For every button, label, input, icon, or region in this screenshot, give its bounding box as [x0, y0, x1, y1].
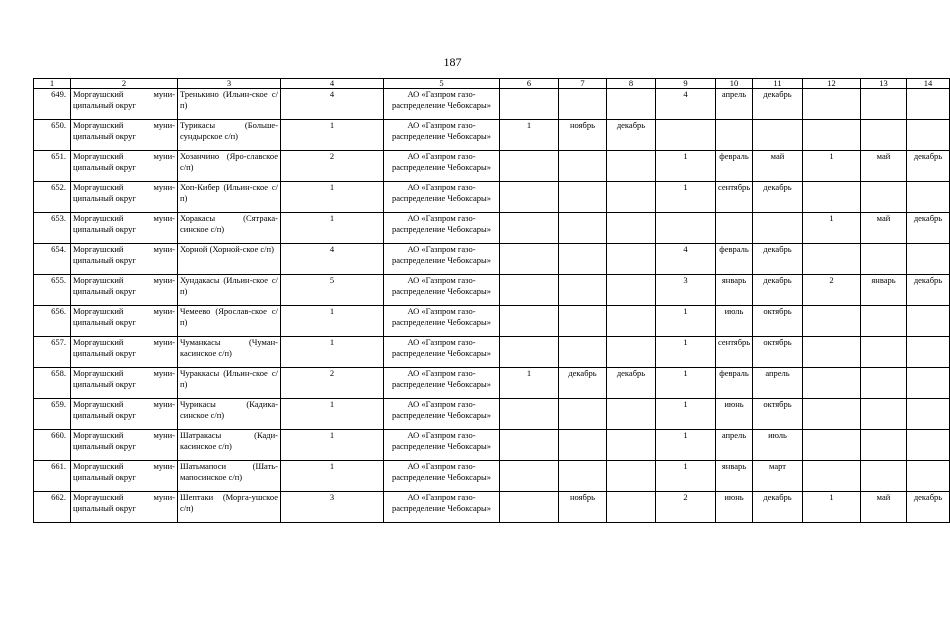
row-number: 662.	[34, 492, 71, 523]
col9-cell	[656, 213, 716, 244]
col10-cell: апрель	[716, 89, 753, 120]
district-cell: Моргаушский муни-ципальный округ	[71, 430, 178, 461]
organization-cell: АО «Газпром газо-распределение Чебоксары»	[384, 244, 500, 275]
col11-cell: май	[753, 151, 803, 182]
table-row	[34, 337, 950, 368]
settlement-cell: Шатракасы (Кади-касинское с/п)	[178, 430, 281, 461]
table-row	[34, 306, 950, 337]
col14-cell: декабрь	[907, 213, 950, 244]
col14-cell	[907, 120, 950, 151]
column-number-header: 3	[178, 79, 281, 89]
table-row	[34, 151, 950, 182]
households-count-cell: 1	[281, 182, 384, 213]
table-row	[34, 213, 950, 244]
row-number: 659.	[34, 399, 71, 430]
col12-cell	[803, 306, 861, 337]
col7-cell	[559, 461, 607, 492]
col13-cell	[861, 244, 907, 275]
table-row	[34, 244, 950, 275]
row-number: 657.	[34, 337, 71, 368]
col14-cell	[907, 399, 950, 430]
col13-cell	[861, 89, 907, 120]
col11-cell	[753, 120, 803, 151]
col9-cell: 1	[656, 182, 716, 213]
row-number: 655.	[34, 275, 71, 306]
column-number-header: 10	[716, 79, 753, 89]
col7-cell: декабрь	[559, 368, 607, 399]
col10-cell: июнь	[716, 492, 753, 523]
organization-cell: АО «Газпром газо-распределение Чебоксары»	[384, 151, 500, 182]
district-cell: Моргаушский муни-ципальный округ	[71, 399, 178, 430]
households-count-cell: 5	[281, 275, 384, 306]
col8-cell	[607, 337, 656, 368]
col8-cell: декабрь	[607, 368, 656, 399]
settlement-cell: Хорной (Хорной-ское с/п)	[178, 244, 281, 275]
organization-cell: АО «Газпром газо-распределение Чебоксары»	[384, 182, 500, 213]
settlement-cell: Шатьмапоси (Шать-мапосинское с/п)	[178, 461, 281, 492]
col6-cell: 1	[500, 120, 559, 151]
col9-cell: 1	[656, 461, 716, 492]
table-row	[34, 492, 950, 523]
table-row	[34, 430, 950, 461]
col13-cell: май	[861, 213, 907, 244]
col6-cell	[500, 213, 559, 244]
column-number-header: 7	[559, 79, 607, 89]
settlement-cell: Тренькино (Ильин-ское с/п)	[178, 89, 281, 120]
col12-cell	[803, 182, 861, 213]
col6-cell	[500, 461, 559, 492]
col11-cell	[753, 213, 803, 244]
col12-cell	[803, 337, 861, 368]
column-number-header: 12	[803, 79, 861, 89]
settlement-cell: Хозанчино (Яро-славское с/п)	[178, 151, 281, 182]
district-cell: Моргаушский муни-ципальный округ	[71, 461, 178, 492]
col14-cell	[907, 306, 950, 337]
col12-cell	[803, 120, 861, 151]
settlement-cell: Хоракасы (Сятрака-синское с/п)	[178, 213, 281, 244]
col12-cell: 1	[803, 492, 861, 523]
col10-cell: февраль	[716, 244, 753, 275]
col10-cell: июль	[716, 306, 753, 337]
col10-cell	[716, 120, 753, 151]
district-cell: Моргаушский муни-ципальный округ	[71, 213, 178, 244]
col14-cell	[907, 182, 950, 213]
col11-cell: декабрь	[753, 244, 803, 275]
col11-cell: июль	[753, 430, 803, 461]
organization-cell: АО «Газпром газо-распределение Чебоксары»	[384, 337, 500, 368]
households-count-cell: 1	[281, 306, 384, 337]
col8-cell	[607, 151, 656, 182]
table-row	[34, 120, 950, 151]
col14-cell	[907, 89, 950, 120]
col10-cell: сентябрь	[716, 337, 753, 368]
col14-cell: декабрь	[907, 151, 950, 182]
settlement-cell: Чемеево (Ярослав-ское с/п)	[178, 306, 281, 337]
col11-cell: октябрь	[753, 306, 803, 337]
col10-cell: январь	[716, 461, 753, 492]
col7-cell	[559, 399, 607, 430]
table-row	[34, 399, 950, 430]
col9-cell: 2	[656, 492, 716, 523]
district-cell: Моргаушский муни-ципальный округ	[71, 275, 178, 306]
col10-cell: сентябрь	[716, 182, 753, 213]
table-row	[34, 275, 950, 306]
column-number-header: 8	[607, 79, 656, 89]
organization-cell: АО «Газпром газо-распределение Чебоксары»	[384, 492, 500, 523]
col13-cell: май	[861, 492, 907, 523]
col11-cell: март	[753, 461, 803, 492]
col10-cell	[716, 213, 753, 244]
col8-cell: декабрь	[607, 120, 656, 151]
col7-cell	[559, 337, 607, 368]
col9-cell: 1	[656, 368, 716, 399]
col10-cell: июнь	[716, 399, 753, 430]
col7-cell	[559, 430, 607, 461]
households-count-cell: 3	[281, 492, 384, 523]
col9-cell: 1	[656, 399, 716, 430]
col8-cell	[607, 275, 656, 306]
column-number-header: 11	[753, 79, 803, 89]
col7-cell	[559, 275, 607, 306]
col13-cell	[861, 120, 907, 151]
col7-cell: ноябрь	[559, 120, 607, 151]
gasification-schedule-table	[33, 78, 950, 523]
organization-cell: АО «Газпром газо-распределение Чебоксары»	[384, 120, 500, 151]
col12-cell: 2	[803, 275, 861, 306]
column-number-header: 2	[71, 79, 178, 89]
col8-cell	[607, 461, 656, 492]
settlement-cell: Хоп-Кибер (Ильин-ское с/п)	[178, 182, 281, 213]
district-cell: Моргаушский муни-ципальный округ	[71, 120, 178, 151]
row-number: 661.	[34, 461, 71, 492]
organization-cell: АО «Газпром газо-распределение Чебоксары»	[384, 89, 500, 120]
col12-cell	[803, 430, 861, 461]
district-cell: Моргаушский муни-ципальный округ	[71, 492, 178, 523]
households-count-cell: 4	[281, 89, 384, 120]
row-number: 653.	[34, 213, 71, 244]
col13-cell	[861, 182, 907, 213]
col14-cell	[907, 368, 950, 399]
table-header-row	[34, 79, 950, 89]
row-number: 649.	[34, 89, 71, 120]
settlement-cell: Шептаки (Морга-ушское с/п)	[178, 492, 281, 523]
col7-cell	[559, 213, 607, 244]
page-number: 187	[443, 55, 462, 69]
col6-cell	[500, 151, 559, 182]
col14-cell	[907, 337, 950, 368]
column-number-header: 6	[500, 79, 559, 89]
district-cell: Моргаушский муни-ципальный округ	[71, 151, 178, 182]
col13-cell	[861, 306, 907, 337]
district-cell: Моргаушский муни-ципальный округ	[71, 337, 178, 368]
households-count-cell: 1	[281, 430, 384, 461]
households-count-cell: 1	[281, 120, 384, 151]
row-number: 658.	[34, 368, 71, 399]
col12-cell: 1	[803, 151, 861, 182]
col8-cell	[607, 89, 656, 120]
row-number: 656.	[34, 306, 71, 337]
organization-cell: АО «Газпром газо-распределение Чебоксары»	[384, 461, 500, 492]
col10-cell: январь	[716, 275, 753, 306]
households-count-cell: 2	[281, 368, 384, 399]
col10-cell: февраль	[716, 151, 753, 182]
households-count-cell: 2	[281, 151, 384, 182]
col11-cell: апрель	[753, 368, 803, 399]
col6-cell	[500, 182, 559, 213]
col11-cell: декабрь	[753, 492, 803, 523]
col11-cell: октябрь	[753, 399, 803, 430]
col7-cell	[559, 89, 607, 120]
organization-cell: АО «Газпром газо-распределение Чебоксары»	[384, 275, 500, 306]
district-cell: Моргаушский муни-ципальный округ	[71, 182, 178, 213]
district-cell: Моргаушский муни-ципальный округ	[71, 244, 178, 275]
settlement-cell: Хундакасы (Ильин-ское с/п)	[178, 275, 281, 306]
col13-cell: январь	[861, 275, 907, 306]
households-count-cell: 1	[281, 213, 384, 244]
col9-cell: 1	[656, 306, 716, 337]
col8-cell	[607, 182, 656, 213]
col10-cell: апрель	[716, 430, 753, 461]
organization-cell: АО «Газпром газо-распределение Чебоксары»	[384, 368, 500, 399]
table-row	[34, 461, 950, 492]
col7-cell	[559, 151, 607, 182]
row-number: 650.	[34, 120, 71, 151]
col12-cell	[803, 461, 861, 492]
col7-cell	[559, 182, 607, 213]
col10-cell: февраль	[716, 368, 753, 399]
households-count-cell: 1	[281, 337, 384, 368]
organization-cell: АО «Газпром газо-распределение Чебоксары»	[384, 430, 500, 461]
col6-cell	[500, 399, 559, 430]
district-cell: Моргаушский муни-ципальный округ	[71, 368, 178, 399]
row-number: 652.	[34, 182, 71, 213]
col12-cell	[803, 399, 861, 430]
col12-cell: 1	[803, 213, 861, 244]
col13-cell	[861, 368, 907, 399]
col6-cell	[500, 430, 559, 461]
settlement-cell: Чураккасы (Ильин-ское с/п)	[178, 368, 281, 399]
settlement-cell: Чурикасы (Кадика-синское с/п)	[178, 399, 281, 430]
col7-cell	[559, 306, 607, 337]
col13-cell	[861, 337, 907, 368]
col9-cell: 3	[656, 275, 716, 306]
col6-cell	[500, 492, 559, 523]
col12-cell	[803, 89, 861, 120]
households-count-cell: 4	[281, 244, 384, 275]
organization-cell: АО «Газпром газо-распределение Чебоксары»	[384, 399, 500, 430]
col12-cell	[803, 244, 861, 275]
table-row	[34, 89, 950, 120]
col13-cell: май	[861, 151, 907, 182]
col12-cell	[803, 368, 861, 399]
col6-cell	[500, 89, 559, 120]
column-number-header: 9	[656, 79, 716, 89]
row-number: 654.	[34, 244, 71, 275]
col14-cell: декабрь	[907, 275, 950, 306]
col11-cell: декабрь	[753, 275, 803, 306]
households-count-cell: 1	[281, 399, 384, 430]
organization-cell: АО «Газпром газо-распределение Чебоксары»	[384, 306, 500, 337]
col9-cell	[656, 120, 716, 151]
col14-cell	[907, 430, 950, 461]
table-row	[34, 368, 950, 399]
col9-cell: 4	[656, 244, 716, 275]
col8-cell	[607, 399, 656, 430]
column-number-header: 13	[861, 79, 907, 89]
col9-cell: 1	[656, 430, 716, 461]
district-cell: Моргаушский муни-ципальный округ	[71, 306, 178, 337]
col7-cell: ноябрь	[559, 492, 607, 523]
col11-cell: декабрь	[753, 89, 803, 120]
col11-cell: октябрь	[753, 337, 803, 368]
table-row	[34, 182, 950, 213]
col9-cell: 1	[656, 151, 716, 182]
col9-cell: 4	[656, 89, 716, 120]
col6-cell	[500, 337, 559, 368]
col8-cell	[607, 430, 656, 461]
col13-cell	[861, 461, 907, 492]
col6-cell	[500, 244, 559, 275]
column-number-header: 4	[281, 79, 384, 89]
row-number: 660.	[34, 430, 71, 461]
col13-cell	[861, 399, 907, 430]
col14-cell	[907, 461, 950, 492]
column-number-header: 14	[907, 79, 950, 89]
col8-cell	[607, 492, 656, 523]
district-cell: Моргаушский муни-ципальный округ	[71, 89, 178, 120]
col6-cell: 1	[500, 368, 559, 399]
col6-cell	[500, 306, 559, 337]
col6-cell	[500, 275, 559, 306]
col8-cell	[607, 306, 656, 337]
settlement-cell: Турикасы (Большe-сундырское с/п)	[178, 120, 281, 151]
column-number-header: 1	[34, 79, 71, 89]
col7-cell	[559, 244, 607, 275]
col9-cell: 1	[656, 337, 716, 368]
col8-cell	[607, 244, 656, 275]
col14-cell	[907, 244, 950, 275]
col13-cell	[861, 430, 907, 461]
col11-cell: декабрь	[753, 182, 803, 213]
settlement-cell: Чуманкасы (Чуман-касинское с/п)	[178, 337, 281, 368]
column-number-header: 5	[384, 79, 500, 89]
col8-cell	[607, 213, 656, 244]
col14-cell: декабрь	[907, 492, 950, 523]
row-number: 651.	[34, 151, 71, 182]
organization-cell: АО «Газпром газо-распределение Чебоксары»	[384, 213, 500, 244]
households-count-cell: 1	[281, 461, 384, 492]
